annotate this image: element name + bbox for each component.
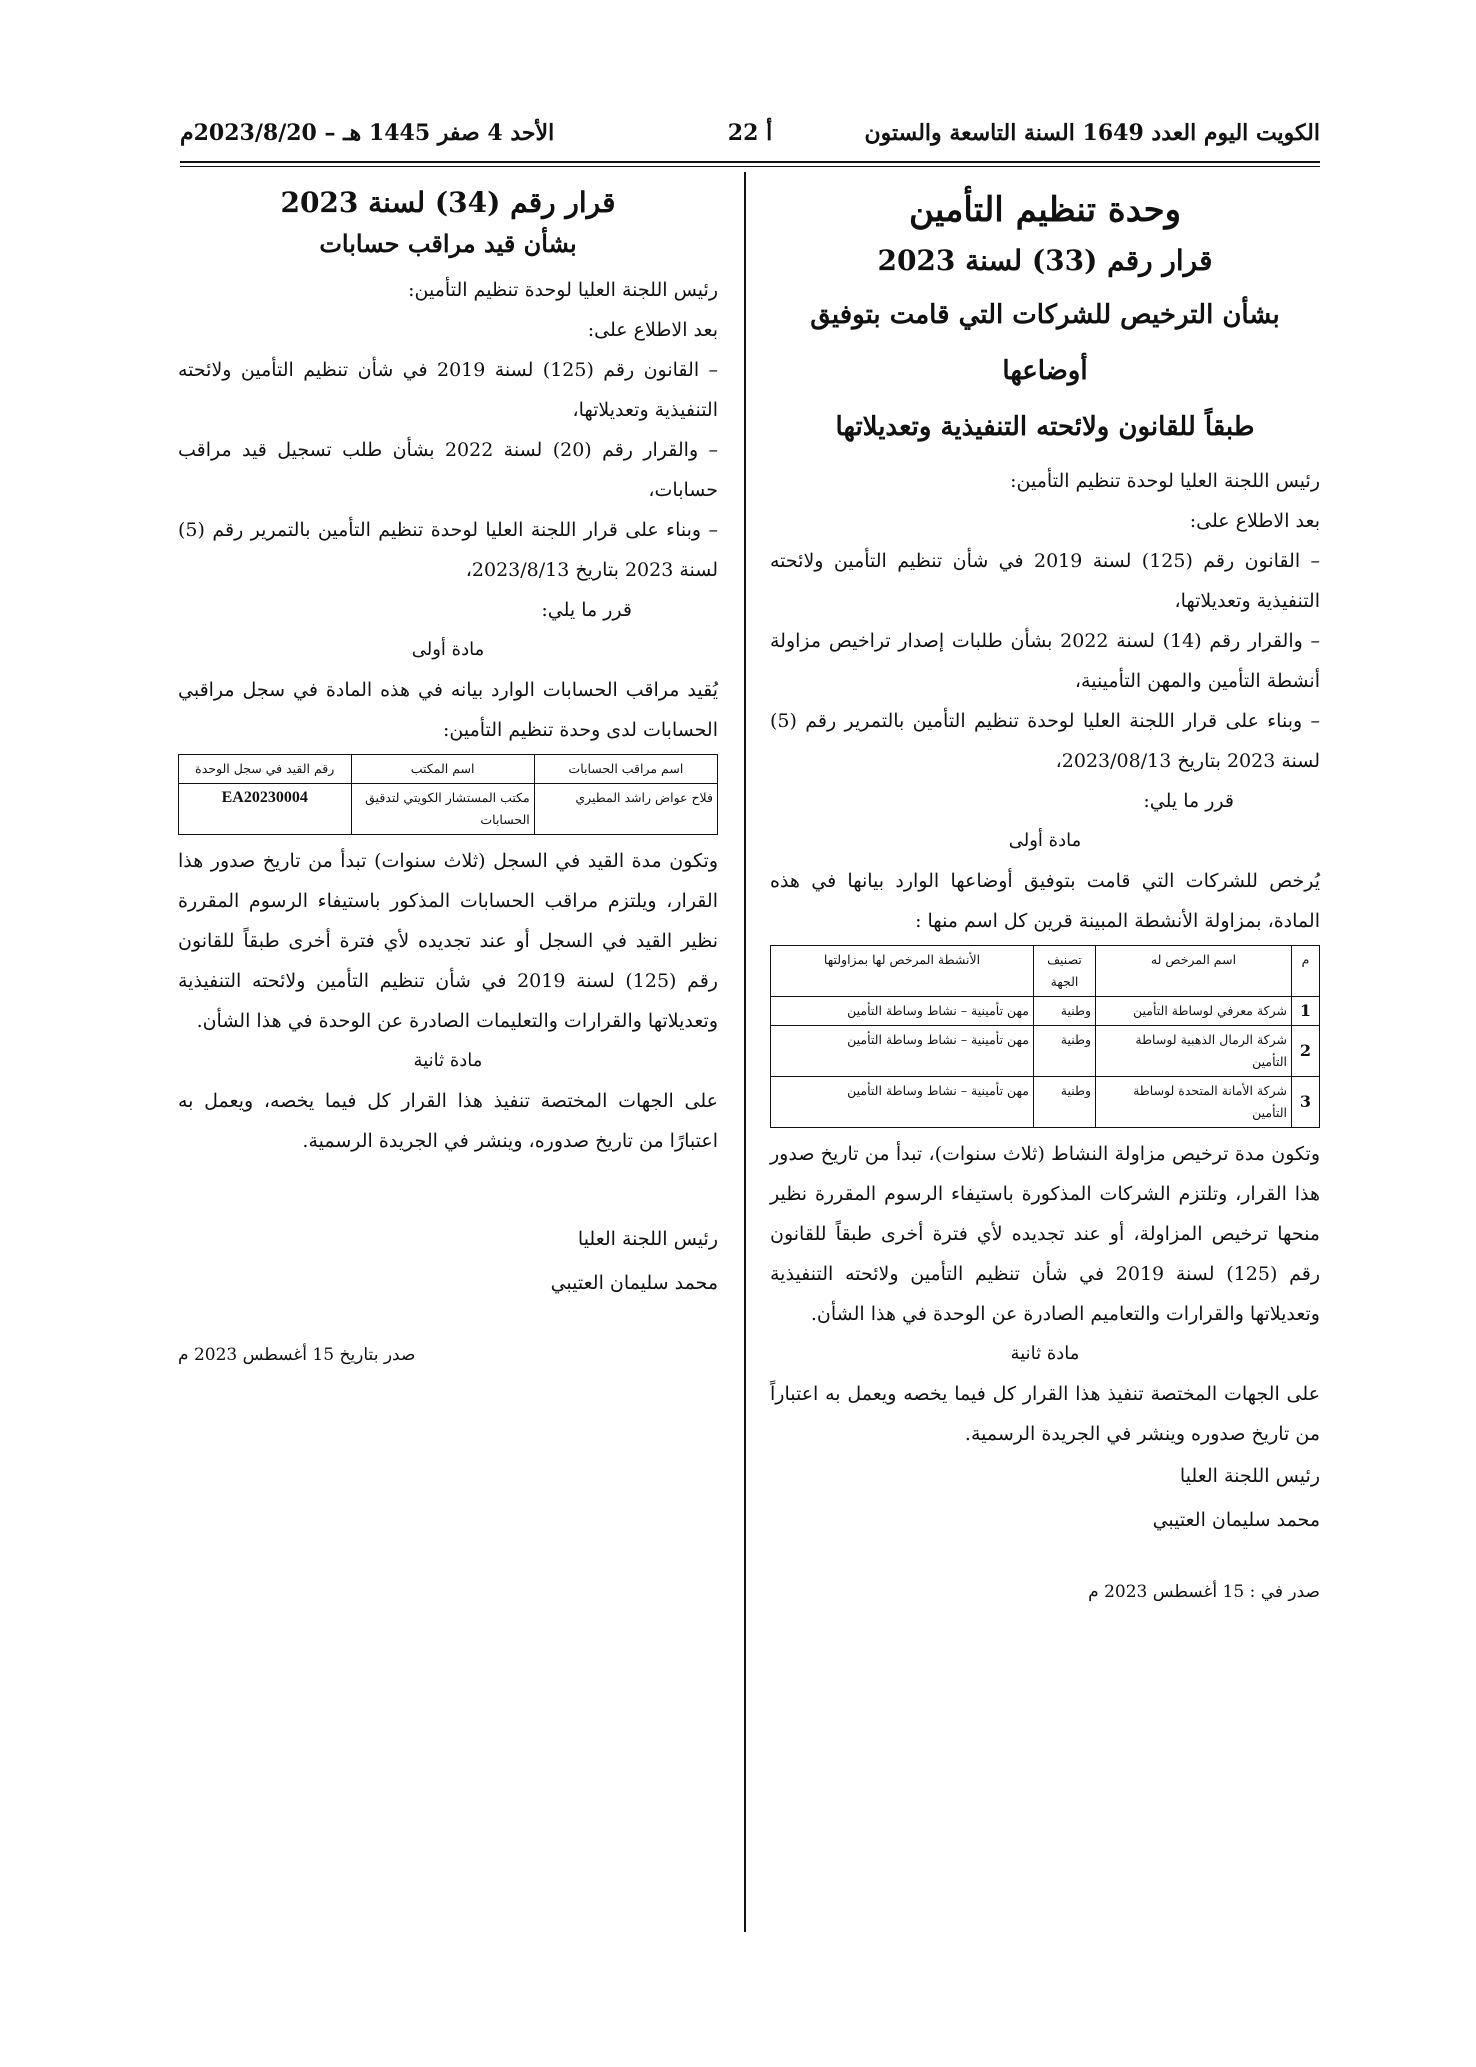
row-number: 3 <box>1292 1077 1320 1128</box>
table-row <box>771 997 1320 1026</box>
reference-3: – وبناء على قرار اللجنة العليا لوحدة تنظيم التأمين بالتمرير رقم (5) لسنة 2023 بتاريخ 2023/8/13، <box>178 519 718 581</box>
article-2-text: على الجهات المختصة تنفيذ هذا القرار كل فيما يخصه، ويعمل به اعتبارًا من تاريخ صدوره، وينشر في الجريدة الرسمية. <box>178 1090 718 1152</box>
reference-2: – والقرار رقم (20) لسنة 2022 بشأن طلب تسجيل قيد مراقب حسابات، <box>178 439 718 501</box>
col-header-registry-no: رقم القيد في سجل الوحدة <box>179 755 352 784</box>
licensed-activity: مهن تأمينية – نشاط وساطة التأمين <box>771 1077 1034 1128</box>
entity-class: وطنية <box>1034 1026 1096 1077</box>
gazette-issue: الكويت اليوم العدد 1649 السنة التاسعة والستون <box>864 120 1320 146</box>
licensed-activity: مهن تأمينية – نشاط وساطة التأمين <box>771 997 1034 1026</box>
auditor-table <box>178 754 718 835</box>
after-review: بعد الاطلاع على: <box>587 319 718 341</box>
table-header-row <box>771 946 1320 997</box>
article-2-title: مادة ثانية <box>1010 1343 1080 1364</box>
after-review: بعد الاطلاع على: <box>1189 510 1320 532</box>
signature-title: رئيس اللجنة العليا <box>1179 1465 1320 1487</box>
signature-title: رئيس اللجنة العليا <box>577 1228 718 1250</box>
table-header-row <box>179 755 718 784</box>
table-row <box>179 784 718 835</box>
decided-heading: قرر ما يلي: <box>541 599 632 621</box>
article-2-title: مادة ثانية <box>413 1050 483 1071</box>
page-number: أ 22 <box>727 120 773 146</box>
decision-subject: بشأن قيد مراقب حسابات <box>319 229 577 258</box>
article-1-title: مادة أولى <box>411 639 485 660</box>
auditor-name: فلاح عواض راشد المطيري <box>534 784 717 835</box>
unit-title: وحدة تنظيم التأمين <box>908 190 1182 230</box>
entity-class: وطنية <box>1034 1077 1096 1128</box>
reference-1: – القانون رقم (125) لسنة 2019 في شأن تنظيم التأمين ولائحته التنفيذية وتعديلاتها، <box>178 359 718 421</box>
licensee-name: شركة معرفي لوساطة التأمين <box>1096 997 1292 1026</box>
col-header-number: م <box>1292 946 1320 997</box>
president-line: رئيس اللجنة العليا لوحدة تنظيم التأمين: <box>1010 470 1320 492</box>
office-name: مكتب المستشار الكويتي لتدقيق الحسابات <box>351 784 534 835</box>
article-2-text: على الجهات المختصة تنفيذ هذا القرار كل فيما يخصه ويعمل به اعتباراً من تاريخ صدوره وينشر في الجريدة الرسمية. <box>770 1383 1320 1445</box>
page-header <box>180 120 1320 160</box>
table-row <box>771 1077 1320 1128</box>
col-header-office: اسم المكتب <box>351 755 534 784</box>
licensee-name: شركة الأمانة المتحدة لوساطة التأمين <box>1096 1077 1292 1128</box>
decision-subject-line-1: بشأن الترخيص للشركات التي قامت بتوفيق أوضاعها <box>810 300 1280 386</box>
decision-subject-line-2: طبقاً للقانون ولائحته التنفيذية وتعديلاتها <box>835 412 1255 442</box>
issue-statement: صدر بتاريخ 15 أغسطس 2023 م <box>178 1345 416 1365</box>
row-number: 2 <box>1292 1026 1320 1077</box>
article-1-text: يُقيد مراقب الحسابات الوارد بيانه في هذه المادة في سجل مراقبي الحسابات لدى وحدة تنظيم التأمين: <box>178 679 718 741</box>
licensee-name: شركة الرمال الذهبية لوساطة التأمين <box>1096 1026 1292 1077</box>
licensed-activity: مهن تأمينية – نشاط وساطة التأمين <box>771 1026 1034 1077</box>
registration-term-paragraph: وتكون مدة القيد في السجل (ثلاث سنوات) تبدأ من تاريخ صدور هذا القرار، ويلتزم مراقب الحسابات المذكور باستيفاء الرسوم المقررة نظير القيد في السجل أو عند تجديده لأي فترة أخرى طبقاً للقانون رقم (125) لسنة 2019 في شأن تنظيم التأمين ولائحته التنفيذية وتعديلاتها والقرارات والتعليمات الصادرة عن الوحدة في هذا الشأن. <box>178 850 718 1032</box>
article-1-title: مادة أولى <box>1008 830 1082 851</box>
registry-number: EA20230004 <box>179 784 352 835</box>
decision-title: قرار رقم (33) لسنة 2023 <box>877 244 1213 277</box>
article-1-text: يُرخص للشركات التي قامت بتوفيق أوضاعها الوارد بيانها في هذه المادة، بمزاولة الأنشطة المبينة قرين كل اسم منها : <box>770 870 1320 932</box>
col-header-class: تصنيف الجهة <box>1034 946 1096 997</box>
col-header-name: اسم المرخص له <box>1096 946 1292 997</box>
decision-title: قرار رقم (34) لسنة 2023 <box>280 186 616 219</box>
reference-2: – والقرار رقم (14) لسنة 2022 بشأن طلبات إصدار تراخيص مزاولة أنشطة التأمين والمهن التأمينية، <box>770 630 1321 692</box>
header-rule-thin <box>180 166 1320 167</box>
decision-34-column <box>178 182 718 1365</box>
col-header-activity: الأنشطة المرخص لها بمزاولتها <box>771 946 1034 997</box>
issue-date: الأحد 4 صفر 1445 هـ – 2023/8/20م <box>180 120 555 146</box>
table-row <box>771 1026 1320 1077</box>
decision-33-column <box>770 182 1320 1602</box>
signature-name: محمد سليمان العتيبي <box>1152 1509 1320 1531</box>
col-header-auditor: اسم مراقب الحسابات <box>534 755 717 784</box>
entity-class: وطنية <box>1034 997 1096 1026</box>
reference-1: – القانون رقم (125) لسنة 2019 في شأن تنظيم التأمين ولائحته التنفيذية وتعديلاتها، <box>770 550 1320 612</box>
column-divider <box>744 172 746 1932</box>
reference-3: – وبناء على قرار اللجنة العليا لوحدة تنظيم التأمين بالتمرير رقم (5) لسنة 2023 بتاريخ 2023/08/13، <box>770 710 1320 772</box>
issue-statement: صدر في : 15 أغسطس 2023 م <box>1088 1582 1320 1602</box>
license-term-paragraph: وتكون مدة ترخيص مزاولة النشاط (ثلاث سنوات)، تبدأ من تاريخ صدور هذا القرار، وتلتزم الشركات المذكورة باستيفاء الرسوم المقررة نظير منحها ترخيص المزاولة، أو عند تجديده لأي فترة أخرى طبقاً للقانون رقم (125) لسنة 2019 في شأن تنظيم التأمين ولائحته التنفيذية وتعديلاتها والقرارات والتعاميم الصادرة عن الوحدة في هذا الشأن. <box>770 1143 1320 1325</box>
licensees-table <box>770 945 1320 1128</box>
row-number: 1 <box>1292 997 1320 1026</box>
signature-name: محمد سليمان العتيبي <box>550 1272 718 1294</box>
president-line: رئيس اللجنة العليا لوحدة تنظيم التأمين: <box>408 279 718 301</box>
decided-heading: قرر ما يلي: <box>1143 790 1234 812</box>
header-rule-thick <box>180 161 1320 163</box>
